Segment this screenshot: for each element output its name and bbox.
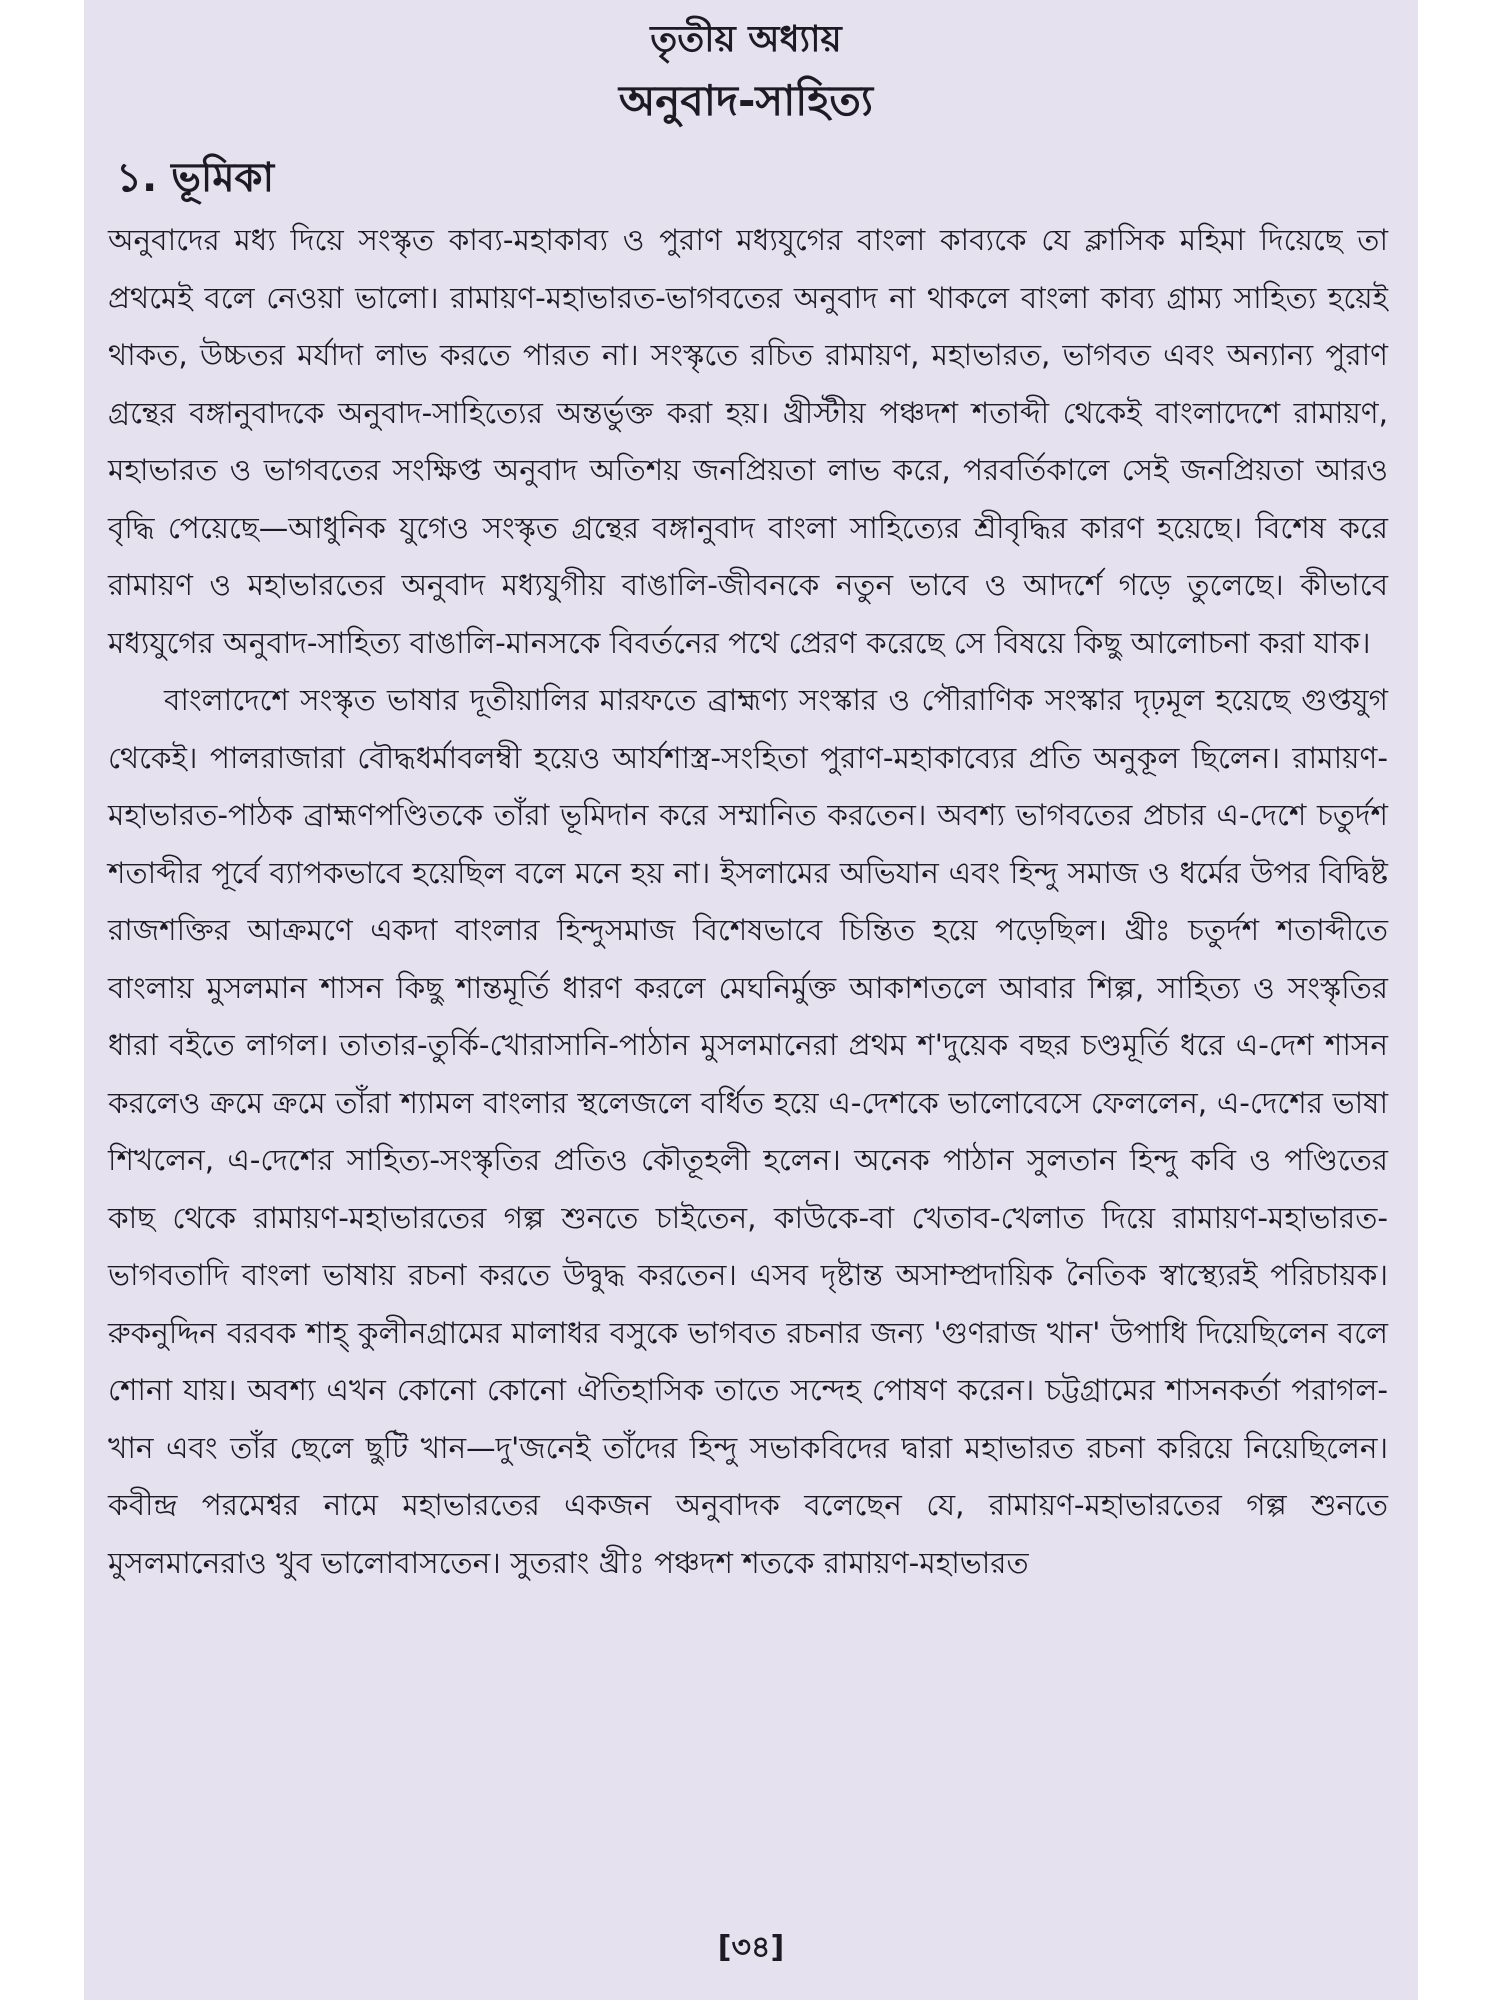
chapter-title: অনুবাদ-সাহিত্য xyxy=(618,76,874,125)
chapter-heading: তৃতীয় অধ্যায় xyxy=(650,19,842,60)
page-number: [৩৪] xyxy=(717,1930,785,1965)
paragraph-2: বাংলাদেশে সংস্কৃত ভাষার দূতীয়ালির মারফতে ব্রাহ্মণ্য সংস্কার ও পৌরাণিক সংস্কার দৃঢ়মূল হয়েছে গুপ্তযুগ থেকেই। পালরাজারা বৌদ্ধধর্মাবলম্বী হয়েও আর্যশাস্ত্র-সংহিতা পুরাণ-মহাকাব্যের প্রতি অনুকূল ছিলেন। রামায়ণ-মহাভারত-পাঠক ব্রাহ্মণপণ্ডিতকে তাঁরা ভূমিদান করে সম্মানিত করতেন। অবশ্য ভাগবতের প্রচার এ-দেশে চতুর্দশ শতাব্দীর পূর্বে ব্যাপকভাবে হয়েছিল বলে মনে হয় না। ইসলামের অভিযান এবং হিন্দু সমাজ ও ধর্মের উপর বিদ্বিষ্ট রাজশক্তির আক্রমণে একদা বাংলার হিন্দুসমাজ বিশেষভাবে চিন্তিত হয়ে পড়েছিল। খ্রীঃ চতুর্দশ শতাব্দীতে বাংলায় মুসলমান শাসন কিছু শান্তমূর্তি ধারণ করলে মেঘনির্মুক্ত আকাশতলে আবার শিল্প, সাহিত্য ও সংস্কৃতির ধারা বইতে লাগল। তাতার-তুর্কি-খোরাসানি-পাঠান মুসলমানেরা প্রথম শ'দুয়েক বছর চণ্ডমূর্তি ধরে এ-দেশ শাসন করলেও ক্রমে ক্রমে তাঁরা শ্যামল বাংলার স্থলেজলে বর্ধিত হয়ে এ-দেশকে ভালোবেসে ফেললেন, এ-দেশের ভাষা শিখলেন, এ-দেশের সাহিত্য-সংস্কৃতির প্রতিও কৌতূহলী হলেন। অনেক পাঠান সুলতান হিন্দু কবি ও পণ্ডিতের কাছ থেকে রামায়ণ-মহাভারতের গল্প শুনতে চাইতেন, কাউকে-বা খেতাব-খেলাত দিয়ে রামায়ণ-মহাভারত-ভাগবতাদি বাংলা ভাষায় রচনা করতে উদ্বুদ্ধ করতেন। এসব দৃষ্টান্ত অসাম্প্রদায়িক নৈতিক স্বাস্থ্যেরই পরিচায়ক। রুকনুদ্দিন বরবক শাহ্ কুলীনগ্রামের মালাধর বসুকে ভাগবত রচনার জন্য 'গুণরাজ খান' উপাধি দিয়েছিলেন বলে শোনা যায়। অবশ্য এখন কোনো কোনো ঐতিহাসিক তাতে সন্দেহ পোষণ করেন। চট্টগ্রামের শাসনকর্তা পরাগল-খান এবং তাঁর ছেলে ছুটি খান—দু'জনেই তাঁদের হিন্দু সভাকবিদের দ্বারা মহাভারত রচনা করিয়ে নিয়েছিলেন। কবীন্দ্র পরমেশ্বর নামে মহাভারতের একজন অনুবাদক বলেছেন যে, রামায়ণ-মহাভারতের গল্প শুনতে মুসলমানেরাও খুব ভালোবাসতেন। সুতরাং খ্রীঃ পঞ্চদশ শতকে রামায়ণ-মহাভারত xyxy=(108,683,1388,1580)
section-heading: ১. ভূমিকা xyxy=(116,155,275,201)
book-page xyxy=(84,0,1418,2000)
paragraph-1: অনুবাদের মধ্য দিয়ে সংস্কৃত কাব্য-মহাকাব্য ও পুরাণ মধ্যযুগের বাংলা কাব্যকে যে ক্লাসিক মহিমা দিয়েছে তা প্রথমেই বলে নেওয়া ভালো। রামায়ণ-মহাভারত-ভাগবতের অনুবাদ না থাকলে বাংলা কাব্য গ্রাম্য সাহিত্য হয়েই থাকত, উচ্চতর মর্যাদা লাভ করতে পারত না। সংস্কৃতে রচিত রামায়ণ, মহাভারত, ভাগবত এবং অন্যান্য পুরাণ গ্রন্থের বঙ্গানুবাদকে অনুবাদ-সাহিত্যের অন্তর্ভুক্ত করা হয়। খ্রীস্টীয় পঞ্চদশ শতাব্দী থেকেই বাংলাদেশে রামায়ণ, মহাভারত ও ভাগবতের সংক্ষিপ্ত অনুবাদ অতিশয় জনপ্রিয়তা লাভ করে, পরবর্তিকালে সেই জনপ্রিয়তা আরও বৃদ্ধি পেয়েছে—আধুনিক যুগেও সংস্কৃত গ্রন্থের বঙ্গানুবাদ বাংলা সাহিত্যের শ্রীবৃদ্ধির কারণ হয়েছে। বিশেষ করে রামায়ণ ও মহাভারতের অনুবাদ মধ্যযুগীয় বাঙালি-জীবনকে নতুন ভাবে ও আদর্শে গড়ে তুলেছে। কীভাবে মধ্যযুগের অনুবাদ-সাহিত্য বাঙালি-মানসকে বিবর্তনের পথে প্রেরণ করেছে সে বিষয়ে কিছু আলোচনা করা যাক। xyxy=(108,223,1388,660)
